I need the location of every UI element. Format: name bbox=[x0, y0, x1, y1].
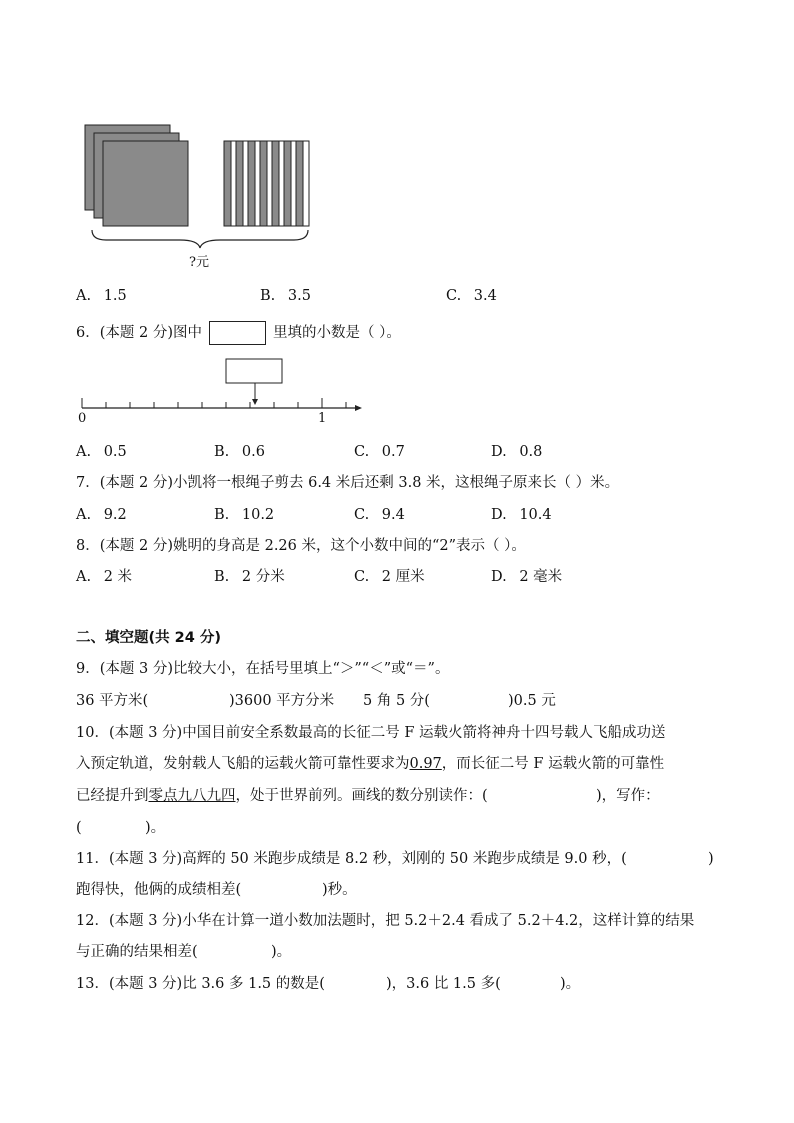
section-title: 二、填空题(共 24 分) bbox=[76, 630, 222, 646]
q9-item1-b: )3600 平方分米 bbox=[229, 693, 335, 709]
option-letter: B. bbox=[214, 507, 230, 523]
option-value: 1.5 bbox=[103, 288, 127, 304]
q7-option-d[interactable] bbox=[491, 505, 552, 525]
q6-option-a[interactable] bbox=[76, 442, 127, 462]
q8-option-c[interactable] bbox=[354, 567, 425, 587]
option-value: 0.6 bbox=[241, 444, 265, 460]
underlined-number-2: 零点九八九四 bbox=[148, 788, 236, 804]
q9-text: 9．(本题 3 分)比较大小，在括号里填上“＞”“＜”或“＝”。 bbox=[76, 661, 450, 677]
q10-line4-a: ( bbox=[76, 820, 82, 836]
axis-label-0: 0 bbox=[78, 411, 87, 426]
option-letter: B. bbox=[260, 288, 276, 304]
striped-strips bbox=[224, 141, 309, 226]
q11-line2-a: 跑得快，他俩的成绩相差( bbox=[76, 882, 242, 898]
q5-figure bbox=[80, 120, 320, 250]
q12-line2-b: )。 bbox=[271, 944, 292, 960]
option-value: 0.7 bbox=[381, 444, 405, 460]
q5-option-a[interactable] bbox=[76, 286, 127, 306]
axis-label-1: 1 bbox=[318, 411, 327, 426]
q10-line1: 10．(本题 3 分)中国目前安全系数最高的长征二号 F 运载火箭将神舟十四号载人飞船成功送 bbox=[76, 725, 666, 741]
option-letter: A. bbox=[76, 507, 92, 523]
q6-suffix: 里填的小数是（ ）。 bbox=[273, 325, 401, 341]
option-value: 2 分米 bbox=[241, 569, 285, 585]
q10-line2 bbox=[76, 754, 664, 774]
option-value: 3.4 bbox=[473, 288, 497, 304]
option-letter: C. bbox=[354, 569, 370, 585]
option-value: 0.8 bbox=[519, 444, 543, 460]
q10-line2-a: 入预定轨道，发射载人飞船的运载火箭可靠性要求为 bbox=[76, 756, 410, 772]
option-value: 2 厘米 bbox=[381, 569, 425, 585]
option-letter: A. bbox=[76, 569, 92, 585]
q11-line2-b: )秒。 bbox=[322, 882, 357, 898]
axis-arrow bbox=[355, 405, 362, 411]
q10-line3-b: ，处于世界前列。画线的数分别读作：( bbox=[235, 788, 488, 804]
option-letter: D. bbox=[491, 444, 507, 460]
number-line bbox=[70, 355, 380, 425]
ticks bbox=[82, 398, 346, 408]
q8-text: 8．(本题 2 分)姚明的身高是 2.26 米，这个小数中间的“2”表示（ ）。 bbox=[76, 538, 526, 554]
q6-option-b[interactable] bbox=[214, 442, 265, 462]
q12-line1: 12．(本题 3 分)小华在计算一道小数加法题时，把 5.2＋2.4 看成了 5.2＋4.2，这样计算的结果 bbox=[76, 913, 695, 929]
option-value: 9.2 bbox=[103, 507, 127, 523]
brace-label: ?元 bbox=[189, 255, 209, 270]
option-value: 10.2 bbox=[241, 507, 275, 523]
option-value: 3.5 bbox=[287, 288, 311, 304]
underlined-number-1: 0.97 bbox=[409, 756, 442, 772]
q5-option-c[interactable] bbox=[446, 286, 497, 306]
option-letter: C. bbox=[354, 444, 370, 460]
option-value: 2 毫米 bbox=[519, 569, 563, 585]
q11-line1-b: ) bbox=[708, 851, 714, 867]
q10-line3 bbox=[76, 786, 488, 806]
q6-prefix: 6．(本题 2 分)图中 bbox=[76, 325, 202, 341]
q11-line1-a: 11．(本题 3 分)高辉的 50 米跑步成绩是 8.2 秒，刘刚的 50 米跑步成绩是 9.0 秒，( bbox=[76, 851, 627, 867]
q7-option-a[interactable] bbox=[76, 505, 127, 525]
q8-option-b[interactable] bbox=[214, 567, 285, 587]
q7-option-b[interactable] bbox=[214, 505, 274, 525]
q10-line3-c: )，写作： bbox=[596, 788, 660, 804]
option-letter: A. bbox=[76, 288, 92, 304]
option-value: 9.4 bbox=[381, 507, 405, 523]
q6-inline-box bbox=[209, 321, 266, 345]
option-letter: A. bbox=[76, 444, 92, 460]
option-value: 0.5 bbox=[103, 444, 127, 460]
option-letter: D. bbox=[491, 569, 507, 585]
option-letter: C. bbox=[354, 507, 370, 523]
q9-item2-a: 5 角 5 分( bbox=[363, 693, 430, 709]
q13-a: 13．(本题 3 分)比 3.6 多 1.5 的数是( bbox=[76, 976, 325, 992]
q6-option-c[interactable] bbox=[354, 442, 405, 462]
q13-c: )。 bbox=[560, 976, 581, 992]
option-value: 2 米 bbox=[103, 569, 133, 585]
q10-line2-b: ，而长征二号 F 运载火箭的可靠性 bbox=[441, 756, 665, 772]
q10-line3-a: 已经提升到 bbox=[76, 788, 149, 804]
option-letter: B. bbox=[214, 569, 230, 585]
option-letter: D. bbox=[491, 507, 507, 523]
q9-item2-b: )0.5 元 bbox=[508, 693, 556, 709]
option-value: 10.4 bbox=[519, 507, 552, 523]
option-letter: B. bbox=[214, 444, 230, 460]
q13-b: )，3.6 比 1.5 多( bbox=[386, 976, 501, 992]
q7-text: 7．(本题 2 分)小凯将一根绳子剪去 6.4 米后还剩 3.8 米，这根绳子原来长（ ）米。 bbox=[76, 475, 620, 491]
q6-option-d[interactable] bbox=[491, 442, 542, 462]
q10-line4-b: )。 bbox=[145, 820, 166, 836]
option-letter: C. bbox=[446, 288, 462, 304]
q8-option-d[interactable] bbox=[491, 567, 562, 587]
curly-brace bbox=[92, 230, 308, 248]
q12-line2-a: 与正确的结果相差( bbox=[76, 944, 198, 960]
q9-item1-a: 36 平方米( bbox=[76, 693, 149, 709]
arrow-pointer bbox=[252, 399, 258, 405]
q7-option-c[interactable] bbox=[354, 505, 405, 525]
grey-square-front bbox=[103, 141, 188, 226]
q8-option-a[interactable] bbox=[76, 567, 132, 587]
answer-box bbox=[226, 359, 282, 383]
q5-option-b[interactable] bbox=[260, 286, 311, 306]
